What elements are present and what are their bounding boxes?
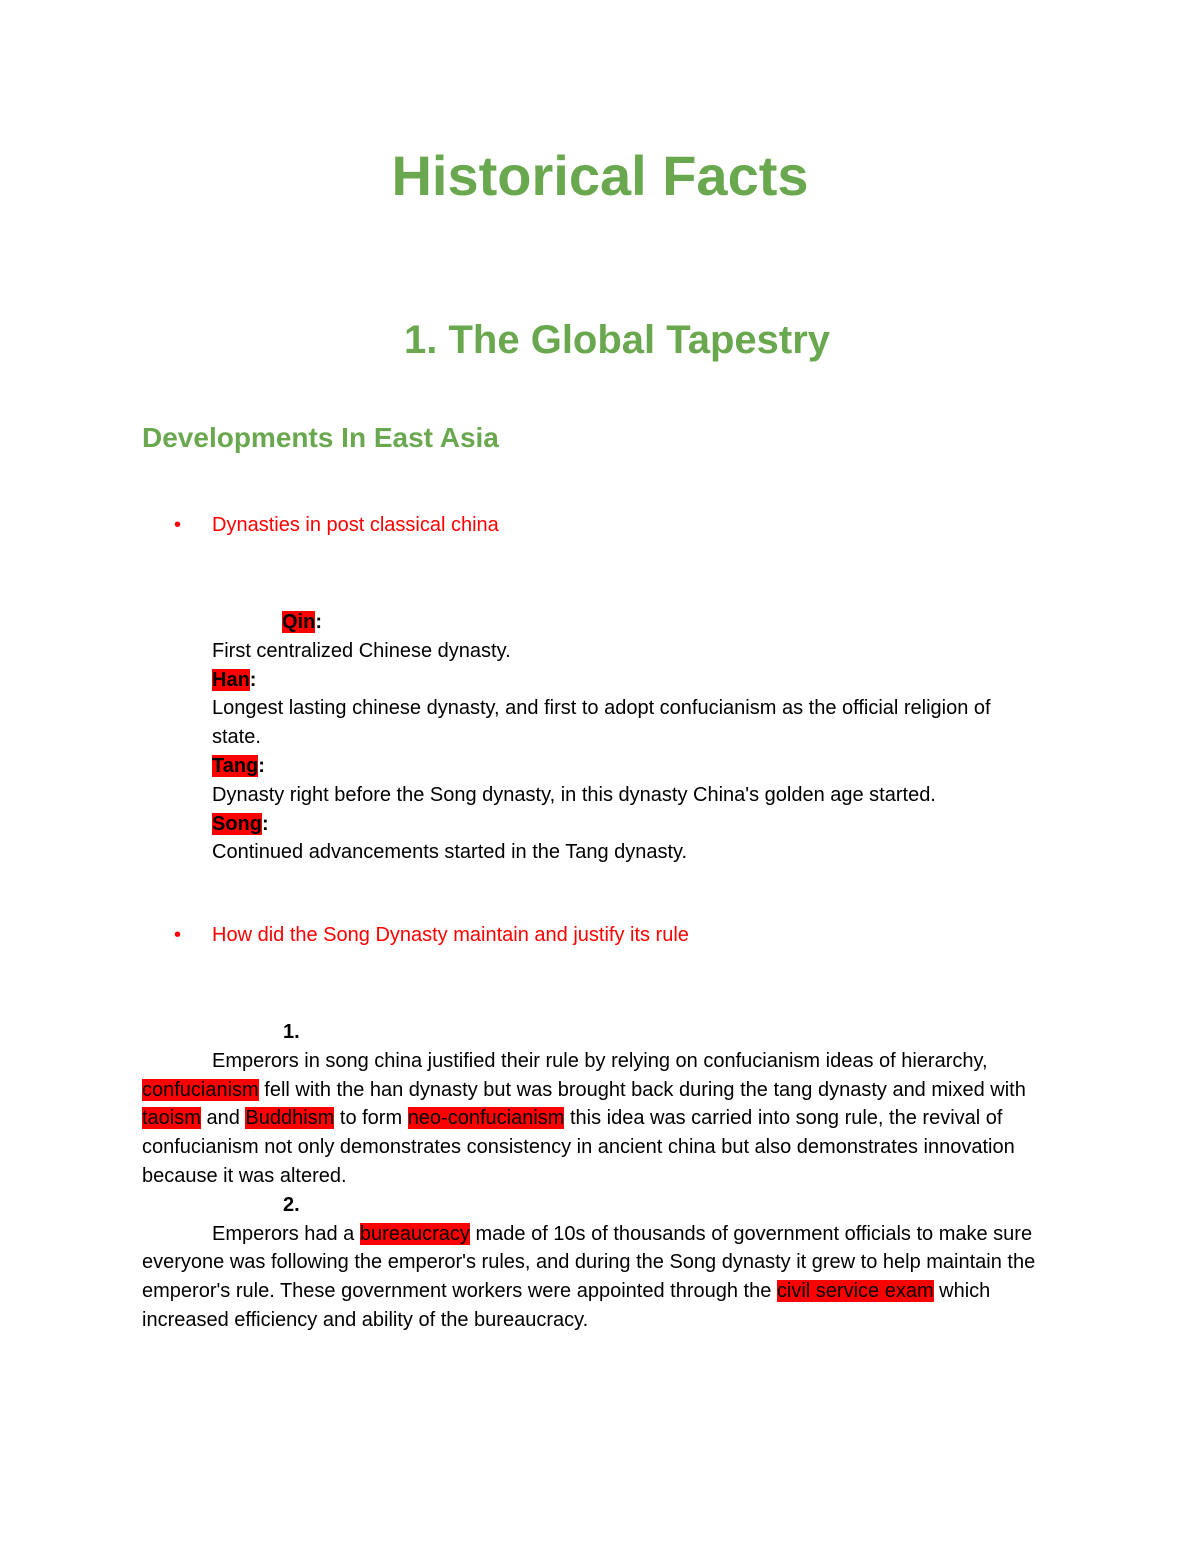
document-title: Historical Facts <box>391 144 809 207</box>
point-number: 1. <box>283 1021 300 1043</box>
dynasty-colon: : <box>262 812 269 835</box>
dynasty-item-song <box>212 810 1072 839</box>
dynasty-colon: : <box>249 668 257 691</box>
point-text: fell with the han dynasty but was brought back during the tang dynasty and mixed with <box>258 1078 1026 1101</box>
highlight-term: taoism <box>142 1107 201 1130</box>
dynasty-colon: : <box>258 754 265 777</box>
subheading: Developments In East Asia <box>142 422 499 453</box>
dynasty-description: First centralized Chinese dynasty. <box>212 639 511 662</box>
highlight-term: confucianism <box>142 1078 259 1101</box>
highlight-term: civil service exam <box>776 1280 934 1303</box>
highlight-term: bureaucracy <box>359 1222 470 1245</box>
bullet-text: Dynasties in post classical china <box>212 514 499 536</box>
section-heading: 1. The Global Tapestry <box>404 318 831 362</box>
point-text: Emperors in song china justified their rule by relying on confucianism ideas of hierarchy, <box>212 1049 988 1072</box>
dynasty-name: Han <box>212 668 250 691</box>
dynasty-item-qin <box>212 608 1072 637</box>
bullet-item-dynasties <box>174 511 499 539</box>
dynasty-name: Tang <box>212 754 259 777</box>
dynasty-colon: : <box>315 611 323 633</box>
point-text: made of 10s of thousands of government officials to make sure everyone was following the emperor's rules, and during the Song dynasty it grew to help maintain the emperor's rule. These government workers were appointed through the <box>142 1222 1036 1303</box>
dynasty-name: Song <box>212 812 262 835</box>
point-text: this idea was carried into song rule, the revival of confucianism not only demonstrates consistency in ancient china but also demonstrates innovation because it was altered. <box>142 1107 1015 1187</box>
dynasty-description: Longest lasting chinese dynasty, and first to adopt confucianism as the official religion of <box>212 697 991 720</box>
point-number: 2. <box>283 1193 300 1216</box>
point-text: and <box>200 1107 246 1130</box>
bullet-item-song-rule <box>174 921 689 949</box>
dynasty-description: Continued advancements started in the Tang dynasty. <box>212 841 688 864</box>
bullet-dot-icon: • <box>174 924 182 946</box>
bullet-dot-icon: • <box>174 514 182 536</box>
highlight-term: Buddhism <box>245 1107 335 1130</box>
bullet-text: How did the Song Dynasty maintain and justify its rule <box>212 924 689 946</box>
highlight-term: neo-confucianism <box>407 1107 565 1130</box>
dynasty-description: Dynasty right before the Song dynasty, in this dynasty China's golden age started. <box>212 783 936 806</box>
point-paragraph <box>142 1047 1062 1191</box>
dynasty-name: Qin <box>282 611 316 633</box>
dynasty-item-tang <box>212 752 1072 781</box>
point-text: to form <box>334 1107 408 1130</box>
dynasty-description: state. <box>212 726 261 749</box>
dynasty-list <box>212 608 1072 867</box>
point-paragraph <box>142 1220 1062 1335</box>
point-text: which increased efficiency and ability of the bureaucracy. <box>142 1280 991 1331</box>
dynasty-item-han <box>212 666 1072 695</box>
point-text: Emperors had a <box>212 1222 360 1245</box>
numbered-points <box>142 1018 1062 1335</box>
